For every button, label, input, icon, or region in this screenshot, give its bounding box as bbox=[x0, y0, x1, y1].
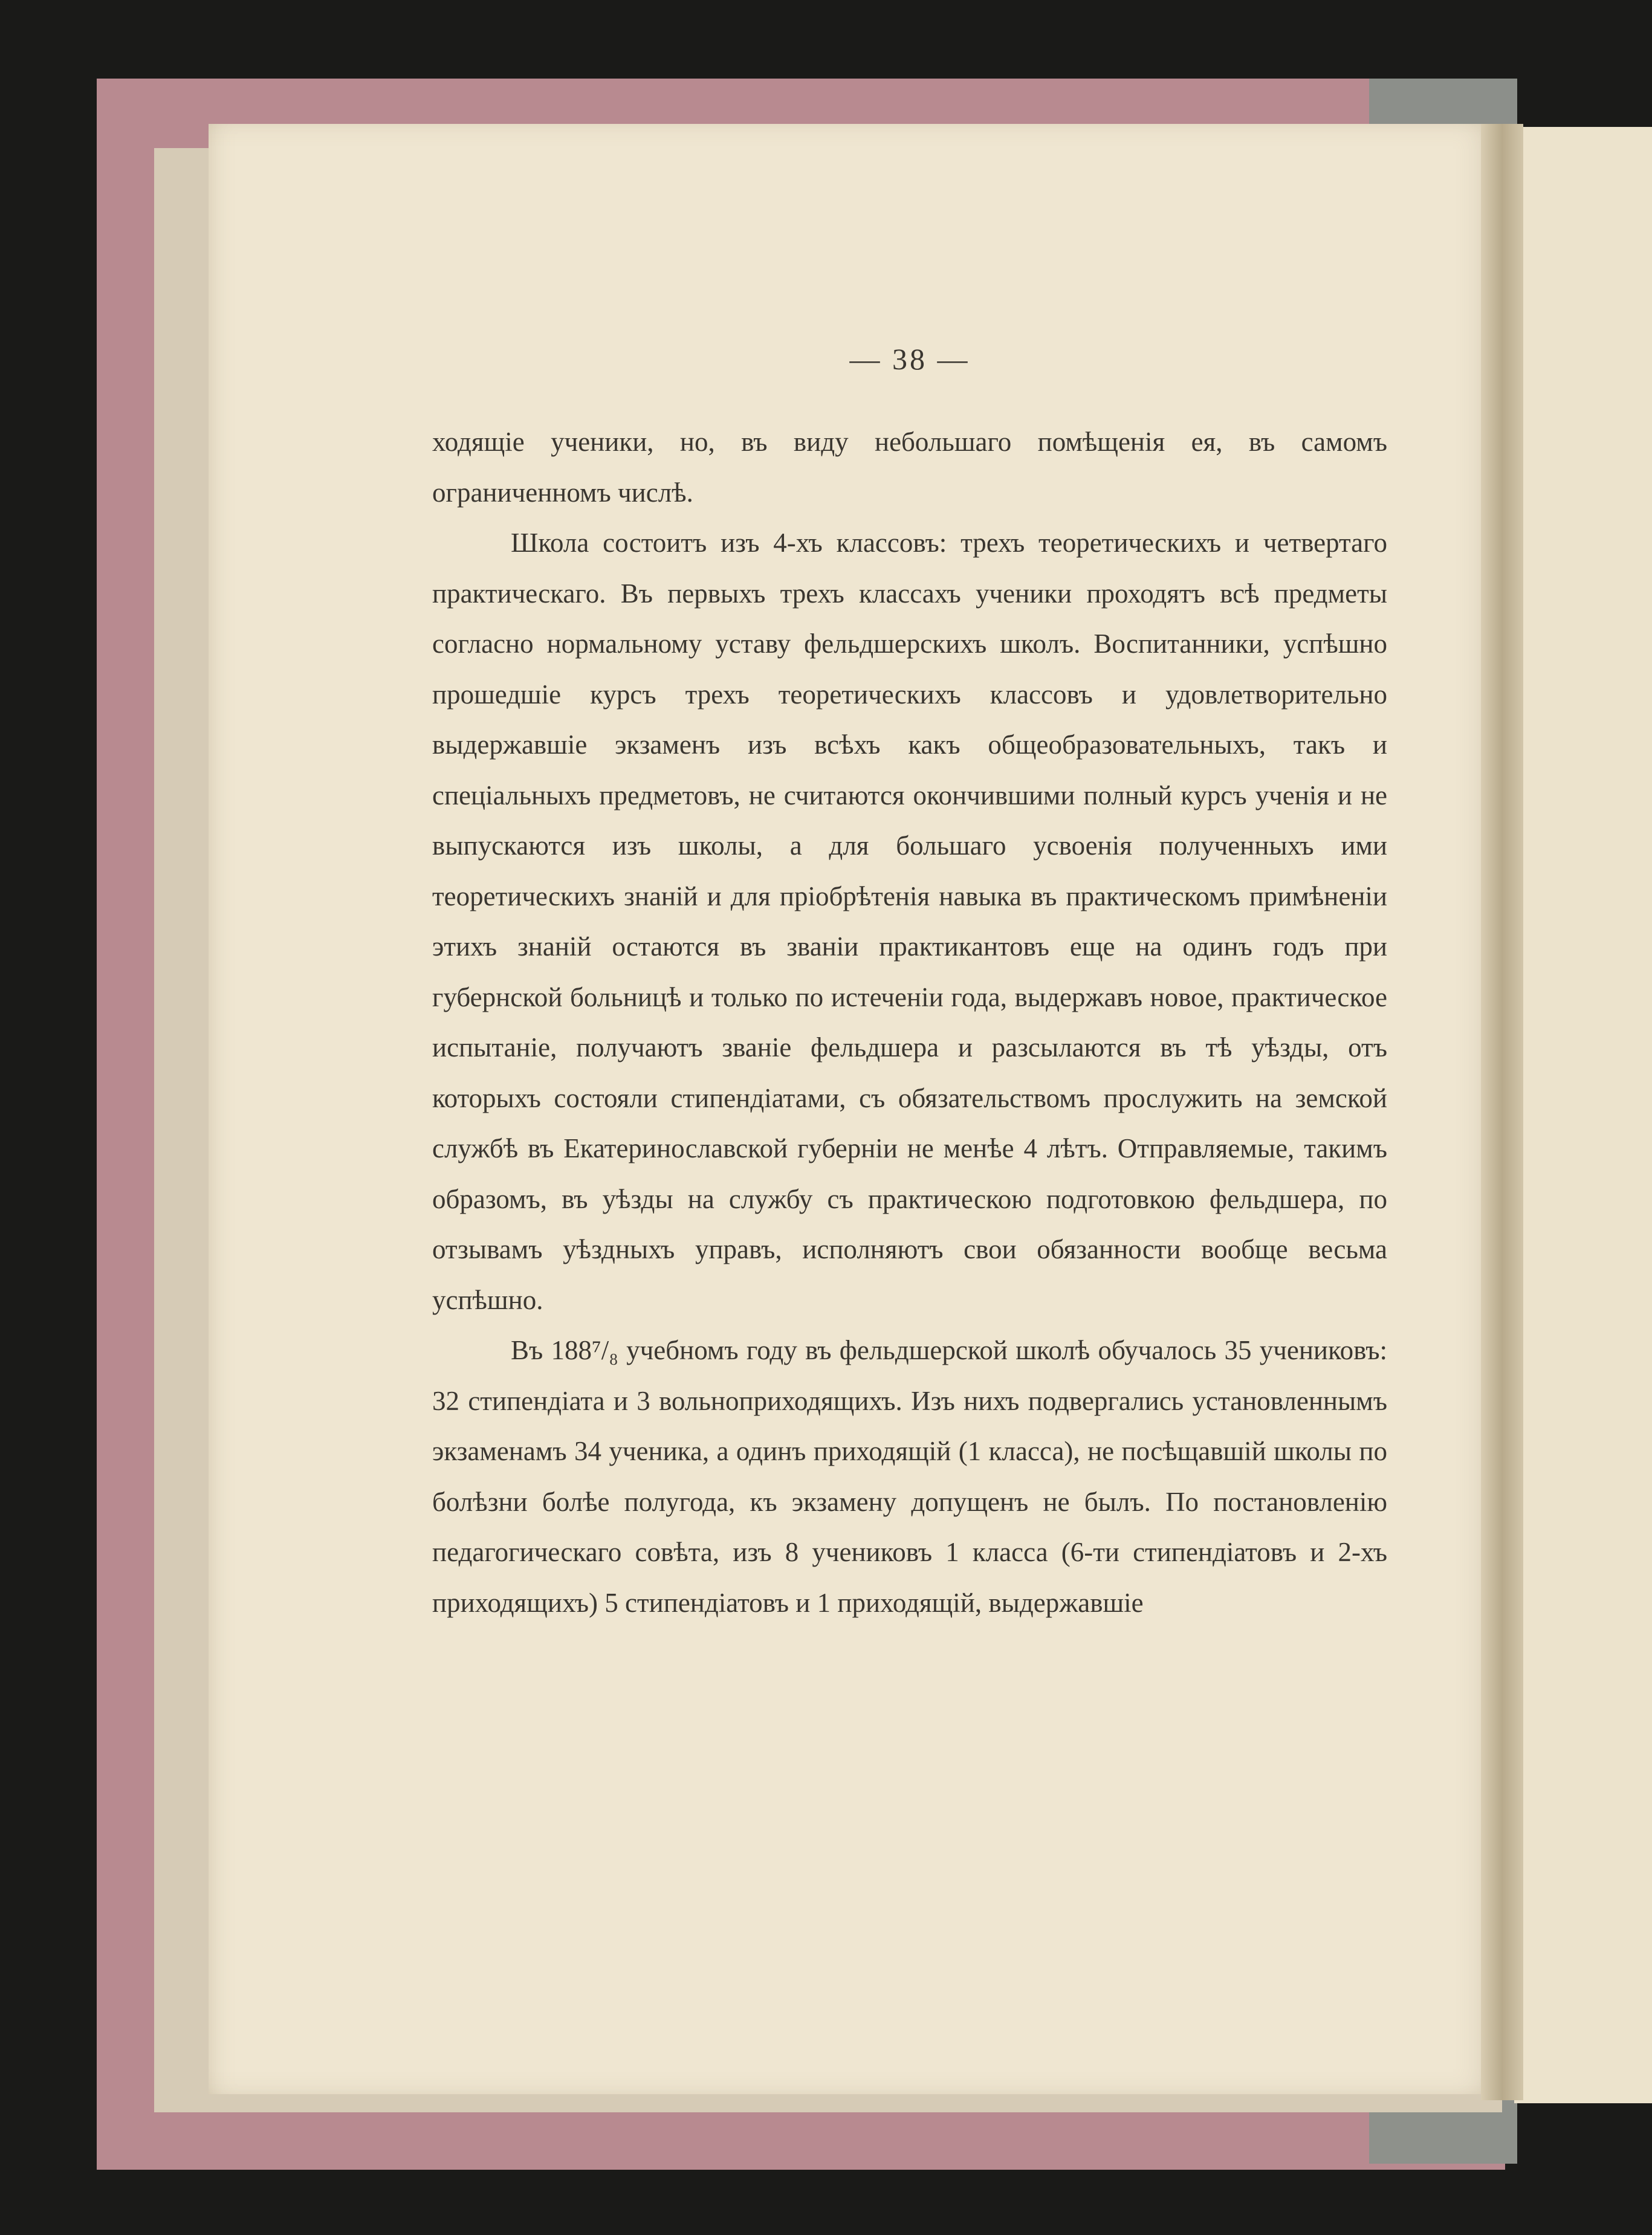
paragraph-1: ходящіе ученики, но, въ виду небольшаго помѣщенія ея, въ самомъ ограниченномъ числѣ. bbox=[432, 427, 1387, 508]
body-text bbox=[432, 417, 1387, 1628]
page-number: — 38 — bbox=[849, 342, 970, 376]
paragraph-3: Въ 188⁷/₈ учебномъ году въ фельдшерской школѣ обучалось 35 учениковъ: 32 стипендіата и 3 вольноприходящихъ. Изъ нихъ подвергались установленнымъ экзаменамъ 34 ученика, а одинъ приходящій (1 класса), не посѣщавшій школы по болѣзни болѣе полугода, къ экзамену допущенъ не былъ. По постановленію педагогическаго совѣта, изъ 8 учениковъ 1 класса (6-ти стипендіатовъ и 2-хъ приходящихъ) 5 стипендіатовъ и 1 приходящій, выдержавшіе bbox=[432, 1335, 1387, 1618]
paragraph-2: Школа состоитъ изъ 4-хъ классовъ: трехъ теоретическихъ и четвертаго практическаго. Въ первыхъ трехъ классахъ ученики проходятъ всѣ предметы согласно нормальному уставу фельдшерскихъ школъ. Воспитанники, успѣшно прошедшіе курсъ трехъ теоретическихъ классовъ и удовлетворительно выдержавшіе экзаменъ изъ всѣхъ какъ общеобразовательныхъ, такъ и спеціальныхъ предметовъ, не считаются окончившими полный курсъ ученія и не выпускаются изъ школы, а для большаго усвоенія полученныхъ ими теоретическихъ знаній и для пріобрѣтенія навыка въ практическомъ примѣненіи этихъ знаній остаются въ званіи практикантовъ еще на одинъ годъ при губернской больницѣ и только по истеченіи года, выдержавъ новое, практическое испытаніе, получаютъ званіе фельдшера и разсылаются въ тѣ уѣзды, отъ которыхъ состояли стипендіатами, съ обязательствомъ прослужить на земской службѣ въ Екатеринославской губерніи не менѣе 4 лѣтъ. Отправляемые, такимъ образомъ, въ уѣзды на службу съ практическою подготовкою фельдшера, по отзывамъ уѣздныхъ управъ, исполняютъ свои обязанности вообще весьма успѣшно. bbox=[432, 528, 1387, 1315]
book-gutter bbox=[1481, 124, 1523, 2100]
facing-page bbox=[1514, 127, 1652, 2103]
